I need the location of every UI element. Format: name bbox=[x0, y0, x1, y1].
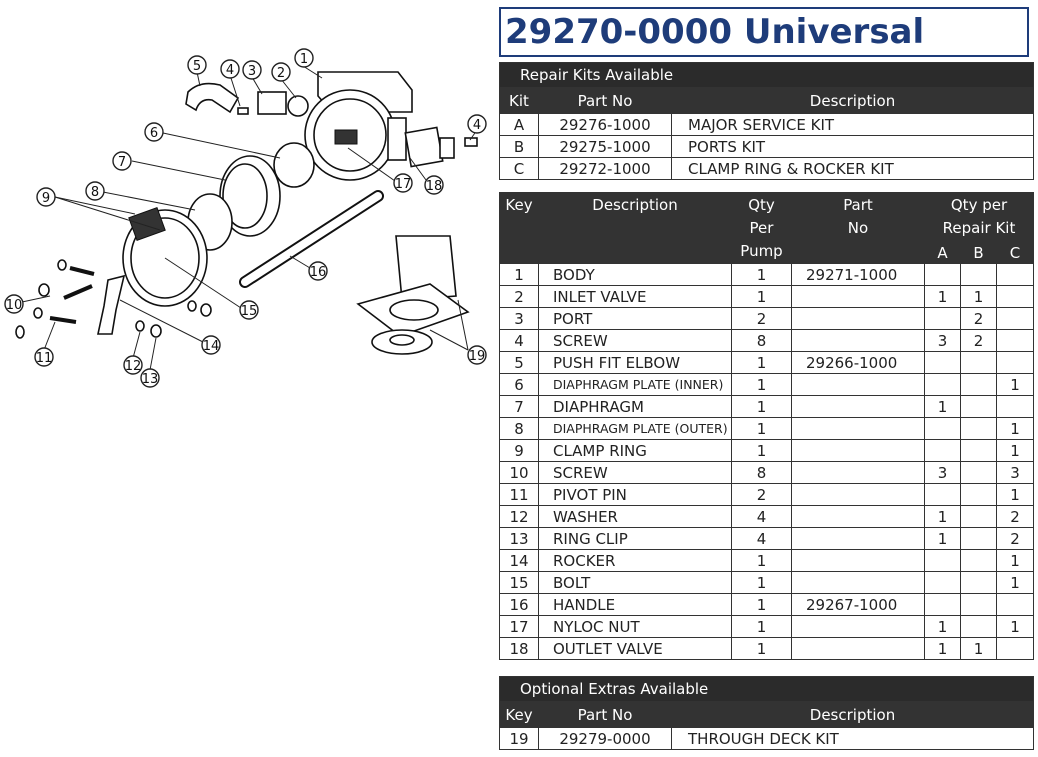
part-cell: 1 bbox=[732, 374, 792, 396]
part-cell: WASHER bbox=[539, 506, 732, 528]
part-cell: 1 bbox=[732, 616, 792, 638]
part-cell: 2 bbox=[732, 308, 792, 330]
svg-text:5: 5 bbox=[192, 59, 202, 74]
part-cell: 1 bbox=[732, 572, 792, 594]
svg-text:15: 15 bbox=[240, 304, 258, 319]
qty-header-line2: Per bbox=[749, 219, 774, 237]
part-cell bbox=[961, 506, 997, 528]
part-cell: 1 bbox=[997, 550, 1034, 572]
part-cell bbox=[792, 550, 925, 572]
callout-11 bbox=[35, 348, 53, 366]
part-cell: 1 bbox=[961, 638, 997, 660]
callout-16 bbox=[309, 262, 327, 280]
kit-row bbox=[500, 136, 1034, 158]
part-row bbox=[500, 638, 1034, 660]
part-cell bbox=[792, 638, 925, 660]
part-cell: 1 bbox=[732, 594, 792, 616]
page-title: 29270-0000 Universal bbox=[505, 12, 925, 52]
part-cell: 1 bbox=[961, 286, 997, 308]
part-cell bbox=[792, 506, 925, 528]
part-cell: 18 bbox=[500, 638, 539, 660]
part-row bbox=[500, 506, 1034, 528]
part-cell bbox=[792, 396, 925, 418]
kit-cell: 29276-1000 bbox=[539, 114, 672, 136]
part-cell bbox=[961, 550, 997, 572]
part-cell: 1 bbox=[925, 286, 961, 308]
part-cell: DIAPHRAGM PLATE (INNER) bbox=[539, 374, 732, 396]
part-cell: 2 bbox=[997, 506, 1034, 528]
part-cell bbox=[925, 264, 961, 286]
part-cell bbox=[925, 594, 961, 616]
svg-text:4: 4 bbox=[225, 63, 235, 78]
part-cell: 3 bbox=[997, 462, 1034, 484]
part-cell bbox=[925, 418, 961, 440]
part-cell: PUSH FIT ELBOW bbox=[539, 352, 732, 374]
part-cell: 2 bbox=[961, 330, 997, 352]
part-cell bbox=[792, 440, 925, 462]
part-cell: 1 bbox=[997, 440, 1034, 462]
part-row bbox=[500, 286, 1034, 308]
part-cell: 4 bbox=[732, 506, 792, 528]
part-cell bbox=[997, 286, 1034, 308]
callout-6 bbox=[145, 123, 163, 141]
svg-text:17: 17 bbox=[394, 177, 412, 192]
part-cell: 1 bbox=[732, 550, 792, 572]
part-cell: BODY bbox=[539, 264, 732, 286]
part-cell: 13 bbox=[500, 528, 539, 550]
part-cell bbox=[961, 440, 997, 462]
part-cell bbox=[925, 374, 961, 396]
part-cell: 1 bbox=[732, 352, 792, 374]
svg-text:6: 6 bbox=[149, 126, 159, 141]
part-cell: 2 bbox=[732, 484, 792, 506]
kit-cell: 29275-1000 bbox=[539, 136, 672, 158]
part-cell: 1 bbox=[925, 638, 961, 660]
part-row bbox=[500, 418, 1034, 440]
svg-text:7: 7 bbox=[117, 155, 127, 170]
callout-9 bbox=[37, 188, 55, 206]
part-header-line1: Part bbox=[843, 196, 873, 214]
part-cell: 1 bbox=[732, 264, 792, 286]
kit-cell: B bbox=[500, 136, 539, 158]
part-cell: 1 bbox=[925, 396, 961, 418]
optional-extras-table bbox=[499, 676, 1034, 750]
svg-text:14: 14 bbox=[202, 339, 220, 354]
part-cell: 5 bbox=[500, 352, 539, 374]
extra-cell: 29279-0000 bbox=[539, 728, 672, 750]
callout-4b bbox=[468, 115, 486, 133]
repair-kits-table bbox=[499, 62, 1034, 180]
svg-text:18: 18 bbox=[425, 179, 443, 194]
part-cell: OUTLET VALVE bbox=[539, 638, 732, 660]
part-cell bbox=[997, 264, 1034, 286]
kit-cell: MAJOR SERVICE KIT bbox=[672, 114, 1034, 136]
part-cell bbox=[792, 616, 925, 638]
part-cell: 1 bbox=[732, 440, 792, 462]
callout-3 bbox=[243, 61, 261, 79]
kit-cell: 29272-1000 bbox=[539, 158, 672, 180]
part-cell: 11 bbox=[500, 484, 539, 506]
qty-header-line3: Pump bbox=[740, 242, 783, 260]
parts-col-c: C bbox=[997, 243, 1034, 264]
svg-text:3: 3 bbox=[247, 64, 257, 79]
part-cell: 1 bbox=[997, 374, 1034, 396]
part-row bbox=[500, 616, 1034, 638]
svg-text:2: 2 bbox=[276, 66, 286, 81]
kit-cell: CLAMP RING & ROCKER KIT bbox=[672, 158, 1034, 180]
extras-col-key: Key bbox=[500, 702, 539, 728]
part-cell: CLAMP RING bbox=[539, 440, 732, 462]
parts-col-key: Key bbox=[500, 193, 539, 264]
part-cell: 12 bbox=[500, 506, 539, 528]
part-cell: NYLOC NUT bbox=[539, 616, 732, 638]
part-cell: 2 bbox=[500, 286, 539, 308]
part-cell: 1 bbox=[732, 638, 792, 660]
callout-15 bbox=[240, 301, 258, 319]
part-cell bbox=[792, 572, 925, 594]
part-cell bbox=[792, 286, 925, 308]
callout-5 bbox=[188, 56, 206, 74]
svg-text:13: 13 bbox=[141, 372, 159, 387]
part-row bbox=[500, 352, 1034, 374]
part-cell bbox=[792, 484, 925, 506]
part-cell bbox=[792, 528, 925, 550]
part-cell: 1 bbox=[732, 286, 792, 308]
parts-col-kit-qty bbox=[925, 193, 1034, 243]
part-cell: 1 bbox=[732, 418, 792, 440]
part-cell bbox=[997, 308, 1034, 330]
part-cell: 16 bbox=[500, 594, 539, 616]
part-cell bbox=[997, 638, 1034, 660]
part-cell: 2 bbox=[997, 528, 1034, 550]
part-cell bbox=[792, 462, 925, 484]
exploded-pump-diagram bbox=[0, 0, 497, 757]
part-cell bbox=[925, 440, 961, 462]
part-cell: 1 bbox=[925, 616, 961, 638]
part-cell: 10 bbox=[500, 462, 539, 484]
kits-col-description: Description bbox=[672, 88, 1034, 114]
part-cell bbox=[961, 572, 997, 594]
extra-cell: THROUGH DECK KIT bbox=[672, 728, 1034, 750]
part-cell: BOLT bbox=[539, 572, 732, 594]
svg-text:1: 1 bbox=[299, 52, 309, 67]
part-cell: 14 bbox=[500, 550, 539, 572]
title-box bbox=[499, 7, 1029, 57]
part-cell bbox=[961, 594, 997, 616]
part-cell: 1 bbox=[997, 484, 1034, 506]
kit-cell: PORTS KIT bbox=[672, 136, 1034, 158]
callout-10 bbox=[5, 295, 23, 313]
part-cell bbox=[792, 308, 925, 330]
part-row bbox=[500, 264, 1034, 286]
part-cell bbox=[925, 308, 961, 330]
kit-header-line1: Qty per bbox=[950, 196, 1008, 214]
part-cell: 1 bbox=[732, 396, 792, 418]
callout-13 bbox=[141, 369, 159, 387]
part-cell bbox=[792, 374, 925, 396]
parts-col-b: B bbox=[961, 243, 997, 264]
part-row bbox=[500, 462, 1034, 484]
part-cell: 29271-1000 bbox=[792, 264, 925, 286]
part-cell: PORT bbox=[539, 308, 732, 330]
parts-col-a: A bbox=[925, 243, 961, 264]
part-cell: 29267-1000 bbox=[792, 594, 925, 616]
part-cell: 8 bbox=[500, 418, 539, 440]
part-cell: 1 bbox=[925, 506, 961, 528]
kit-header-line2: Repair Kit bbox=[942, 219, 1016, 237]
part-cell bbox=[961, 396, 997, 418]
part-cell: SCREW bbox=[539, 462, 732, 484]
parts-col-qty bbox=[732, 193, 792, 264]
qty-header-line1: Qty bbox=[748, 196, 775, 214]
part-cell: 9 bbox=[500, 440, 539, 462]
part-cell: HANDLE bbox=[539, 594, 732, 616]
part-cell bbox=[792, 418, 925, 440]
part-row bbox=[500, 484, 1034, 506]
part-cell bbox=[925, 572, 961, 594]
extras-col-part-no: Part No bbox=[539, 702, 672, 728]
part-row bbox=[500, 308, 1034, 330]
diaphragm-plate-inner-part bbox=[274, 143, 314, 187]
part-cell: 4 bbox=[500, 330, 539, 352]
extras-col-description: Description bbox=[672, 702, 1034, 728]
part-cell bbox=[925, 550, 961, 572]
part-cell bbox=[792, 330, 925, 352]
parts-table bbox=[499, 192, 1034, 660]
part-cell bbox=[925, 352, 961, 374]
through-deck-kit-part bbox=[358, 236, 468, 354]
callout-19 bbox=[468, 346, 486, 364]
callout-14 bbox=[202, 336, 220, 354]
extras-heading: Optional Extras Available bbox=[500, 677, 1034, 702]
part-cell bbox=[961, 528, 997, 550]
part-row bbox=[500, 440, 1034, 462]
extra-row bbox=[500, 728, 1034, 750]
part-cell: 8 bbox=[732, 330, 792, 352]
part-row bbox=[500, 572, 1034, 594]
svg-text:19: 19 bbox=[468, 349, 486, 364]
part-cell: 1 bbox=[997, 418, 1034, 440]
part-cell bbox=[925, 484, 961, 506]
parts-col-part-no bbox=[792, 193, 925, 264]
svg-text:10: 10 bbox=[5, 298, 23, 313]
part-cell: DIAPHRAGM PLATE (OUTER) bbox=[539, 418, 732, 440]
part-cell bbox=[961, 418, 997, 440]
part-cell: SCREW bbox=[539, 330, 732, 352]
inlet-parts bbox=[186, 84, 308, 116]
kit-cell: A bbox=[500, 114, 539, 136]
part-cell: 2 bbox=[961, 308, 997, 330]
part-cell: 15 bbox=[500, 572, 539, 594]
kits-col-kit: Kit bbox=[500, 88, 539, 114]
part-cell: 6 bbox=[500, 374, 539, 396]
svg-text:12: 12 bbox=[124, 359, 142, 374]
part-cell: RING CLIP bbox=[539, 528, 732, 550]
callout-2 bbox=[272, 63, 290, 81]
svg-text:4: 4 bbox=[472, 118, 482, 133]
callout-1 bbox=[295, 49, 313, 67]
callout-4a bbox=[221, 60, 239, 78]
part-cell: 7 bbox=[500, 396, 539, 418]
part-cell bbox=[997, 352, 1034, 374]
part-cell: 1 bbox=[500, 264, 539, 286]
rocker-part bbox=[98, 276, 124, 334]
kit-row bbox=[500, 158, 1034, 180]
part-cell: 1 bbox=[925, 528, 961, 550]
callout-17 bbox=[394, 174, 412, 192]
part-cell: 29266-1000 bbox=[792, 352, 925, 374]
part-cell bbox=[997, 396, 1034, 418]
part-cell: 8 bbox=[732, 462, 792, 484]
svg-text:16: 16 bbox=[309, 265, 327, 280]
part-cell bbox=[961, 616, 997, 638]
part-row bbox=[500, 528, 1034, 550]
part-cell bbox=[997, 330, 1034, 352]
repair-kits-heading: Repair Kits Available bbox=[500, 63, 1034, 88]
part-cell: 3 bbox=[925, 330, 961, 352]
callout-12 bbox=[124, 356, 142, 374]
part-cell: INLET VALVE bbox=[539, 286, 732, 308]
part-cell: 3 bbox=[925, 462, 961, 484]
svg-text:9: 9 bbox=[41, 191, 51, 206]
part-row bbox=[500, 374, 1034, 396]
part-cell: 4 bbox=[732, 528, 792, 550]
svg-text:8: 8 bbox=[90, 185, 100, 200]
part-cell: 1 bbox=[997, 616, 1034, 638]
parts-col-description: Description bbox=[539, 193, 732, 264]
callout-18 bbox=[425, 176, 443, 194]
part-row bbox=[500, 330, 1034, 352]
part-cell bbox=[961, 484, 997, 506]
pump-body bbox=[305, 72, 412, 180]
part-row bbox=[500, 594, 1034, 616]
callout-8 bbox=[86, 182, 104, 200]
kit-row bbox=[500, 114, 1034, 136]
part-cell bbox=[961, 264, 997, 286]
kit-cell: C bbox=[500, 158, 539, 180]
part-cell: 3 bbox=[500, 308, 539, 330]
part-cell: 17 bbox=[500, 616, 539, 638]
part-cell: PIVOT PIN bbox=[539, 484, 732, 506]
part-cell bbox=[961, 374, 997, 396]
part-cell bbox=[961, 352, 997, 374]
part-row bbox=[500, 396, 1034, 418]
part-cell bbox=[997, 594, 1034, 616]
part-cell: ROCKER bbox=[539, 550, 732, 572]
part-header-line2: No bbox=[847, 219, 869, 237]
part-cell bbox=[961, 462, 997, 484]
part-cell: DIAPHRAGM bbox=[539, 396, 732, 418]
outlet-valve-part bbox=[405, 127, 477, 166]
callout-7 bbox=[113, 152, 131, 170]
part-cell: 1 bbox=[997, 572, 1034, 594]
svg-text:11: 11 bbox=[35, 351, 53, 366]
kits-col-part-no: Part No bbox=[539, 88, 672, 114]
part-row bbox=[500, 550, 1034, 572]
extra-cell: 19 bbox=[500, 728, 539, 750]
